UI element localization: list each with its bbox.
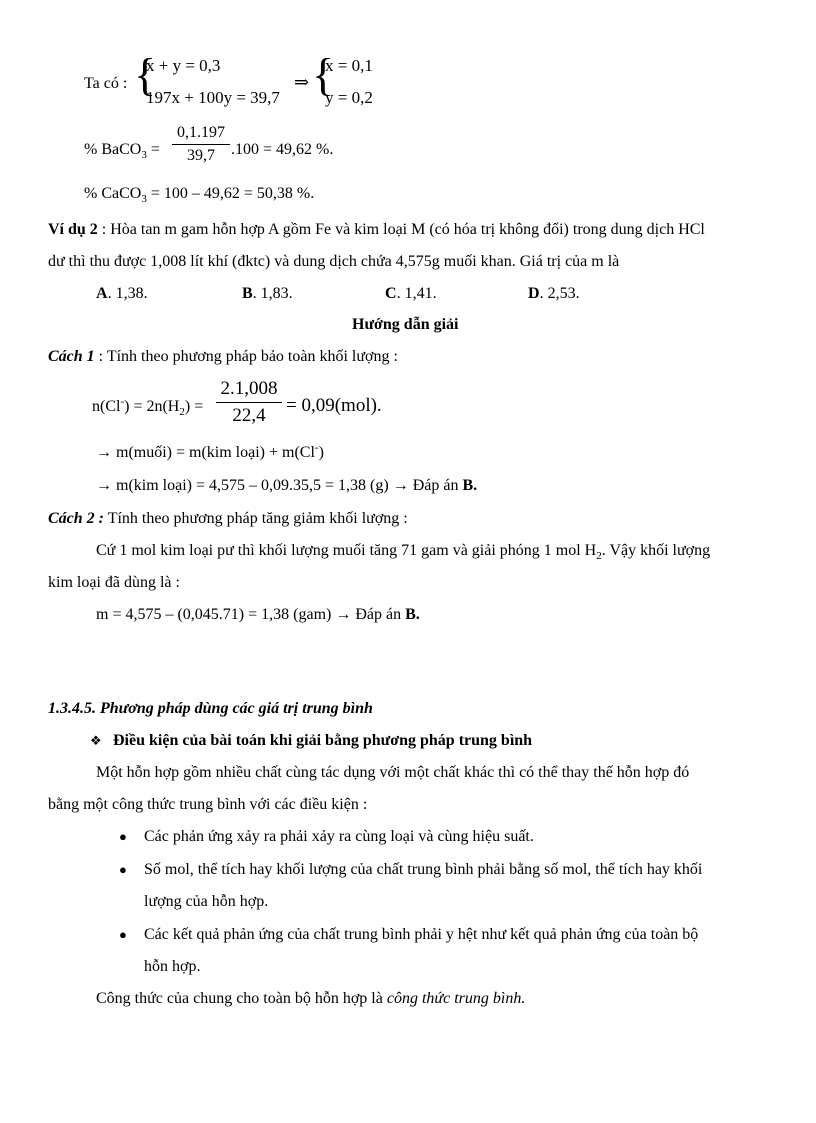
closing-line: Công thức của chung cho toàn bộ hỗn hợp là công thức trung bình. bbox=[96, 990, 526, 1007]
ncl-denominator: 22,4 bbox=[232, 405, 266, 426]
method2-para-line1: Cứ 1 mol kim loại pư thì khối lượng muối tăng 71 gam và giải phóng 1 mol $H_2$. Vậy khối lượng bbox=[96, 542, 711, 563]
method1-line2: → m(muối) = m(kim loại) + m(Cl-) bbox=[96, 441, 324, 461]
method1-answer: B. bbox=[462, 477, 478, 494]
system-prefix: Ta có : bbox=[84, 75, 128, 92]
baco3-fraction bbox=[172, 122, 230, 167]
method2-label: Cách 2 : bbox=[48, 510, 104, 527]
system-eq1-right: x = 0,1 bbox=[325, 56, 373, 75]
intro-line2: bằng một công thức trung bình với các điều kiện : bbox=[48, 796, 368, 813]
left-brace: { bbox=[134, 49, 157, 100]
option-a: A. 1,38. bbox=[96, 285, 148, 302]
section-heading: 1.3.4.5. Phương pháp dùng các giá trị trung bình bbox=[48, 700, 373, 717]
bullet-icon: ● bbox=[119, 862, 127, 877]
bullet-2-line2: lượng của hỗn hợp. bbox=[144, 893, 269, 910]
method1-line: Cách 1 : Tính theo phương pháp bảo toàn khối lượng : bbox=[48, 348, 398, 365]
example2-title: Ví dụ 2 bbox=[48, 221, 98, 238]
ncl-numerator: 2.1,008 bbox=[220, 378, 278, 399]
baco3-label: % BaCO$_3$ = bbox=[84, 141, 160, 162]
ncl-result: = 0,09(mol). bbox=[286, 395, 382, 416]
implies-arrow: ⇒ bbox=[294, 72, 310, 92]
baco3-denominator: 39,7 bbox=[187, 147, 215, 164]
method2-formula: m = 4,575 – (0,045.71) = 1,38 (gam) → Đáp án B. bbox=[96, 606, 420, 623]
bullet-2-line1: Số mol, thể tích hay khối lượng của chất trung bình phải bằng số mol, thể tích hay khối bbox=[144, 861, 703, 878]
section-subheading: Điều kiện của bài toán khi giải bằng phương pháp trung bình bbox=[113, 732, 533, 749]
bullet-icon: ● bbox=[119, 829, 127, 844]
intro-line1: Một hỗn hợp gồm nhiều chất cùng tác dụng với một chất khác thì có thể thay thế hỗn hợp đó bbox=[96, 764, 690, 781]
right-brace: { bbox=[312, 49, 335, 100]
method2-para-line2: kim loại đã dùng là : bbox=[48, 574, 180, 591]
system-eq1-left: x + y = 0,3 bbox=[146, 56, 221, 75]
method2-line: Cách 2 : Tính theo phương pháp tăng giảm khối lượng : bbox=[48, 510, 408, 527]
system-eq2-right: y = 0,2 bbox=[325, 88, 373, 107]
bullet-3-line1: Các kết quả phản ứng của chất trung bình phải y hệt như kết quả phản ứng của toàn bộ bbox=[144, 926, 699, 943]
bullet-3-line2: hỗn hợp. bbox=[144, 958, 201, 975]
ncl-fraction bbox=[216, 376, 282, 429]
guide-heading: Hướng dẫn giải bbox=[352, 316, 459, 333]
caco3-line: % CaCO$_3$ = 100 – 49,62 = 50,38 %. bbox=[84, 185, 315, 206]
ncl-equation-left: $n(Cl^-) = 2n(H_2)$ = bbox=[92, 395, 204, 419]
option-d: D. 2,53. bbox=[528, 285, 580, 302]
example2-line1: Ví dụ 2 : Hòa tan m gam hỗn hợp A gồm Fe và kim loại M (có hóa trị không đổi) trong dung dịch HCl bbox=[48, 221, 705, 238]
system-eq2-left: 197x + 100y = 39,7 bbox=[146, 88, 280, 107]
option-b: B. 1,83. bbox=[242, 285, 293, 302]
bullet-1-line1: Các phản ứng xảy ra phải xảy ra cùng loại và cùng hiệu suất. bbox=[144, 828, 534, 845]
method2-answer: B. bbox=[405, 606, 420, 623]
baco3-numerator: 0,1.197 bbox=[177, 124, 225, 141]
diamond-bullet-icon: ❖ bbox=[90, 733, 102, 748]
method1-line3: → m(kim loại) = 4,575 – 0,09.35,5 = 1,38 (g) → Đáp án B. bbox=[96, 477, 478, 494]
method1-label: Cách 1 bbox=[48, 348, 95, 365]
baco3-result: .100 = 49,62 %. bbox=[231, 141, 334, 158]
option-c: C. 1,41. bbox=[385, 285, 437, 302]
example2-line2: dư thì thu được 1,008 lít khí (đktc) và dung dịch chứa 4,575g muối khan. Giá trị của m là bbox=[48, 253, 620, 270]
bullet-icon: ● bbox=[119, 927, 127, 942]
